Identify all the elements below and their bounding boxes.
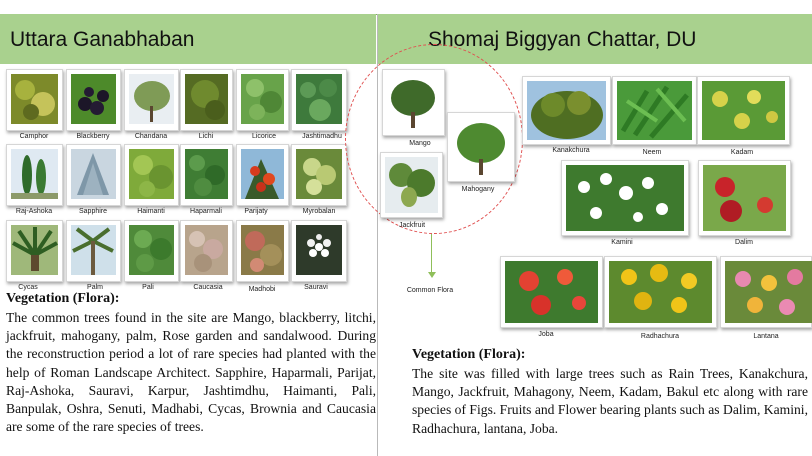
photo-sauravi bbox=[291, 220, 347, 282]
photo-pali bbox=[124, 220, 179, 282]
common-flora-arrow bbox=[431, 234, 432, 274]
photo-radhachura bbox=[604, 256, 717, 328]
caption-radhachura: Radhachura bbox=[640, 333, 680, 340]
right-vegetation-text: The site was filled with large trees such as Rain Trees, Kanakchura, Mango, Jackfruit, Mahagony, Neem, Kadam, Bakul etc along with rare species of Figs. Fruits and Flower bearing plants such as Dalim, Kamini, Radhachura, lantana, Joba. bbox=[412, 366, 808, 436]
caption-pali: Pali bbox=[142, 284, 154, 291]
photo-licorice bbox=[236, 69, 289, 131]
caption-madhobi: Madhobi bbox=[248, 286, 276, 293]
right-vegetation-title: Vegetation (Flora): bbox=[412, 347, 526, 362]
left-header-title: Uttara Ganabhaban bbox=[10, 28, 195, 51]
caption-raj-ashoka: Raj-Ashoka bbox=[15, 208, 53, 215]
photo-mahogany bbox=[447, 112, 515, 182]
caption-dalim: Dalim bbox=[735, 239, 753, 246]
photo-lantana bbox=[720, 256, 812, 328]
photo-mango bbox=[382, 69, 445, 136]
photo-haparmali bbox=[180, 144, 233, 206]
caption-licorice: Licorice bbox=[251, 133, 277, 140]
photo-haimanti bbox=[124, 144, 179, 206]
photo-joba bbox=[500, 256, 603, 328]
photo-parijaty bbox=[236, 144, 289, 206]
left-vegetation-title: Vegetation (Flora): bbox=[6, 291, 120, 306]
photo-camphor bbox=[6, 69, 63, 131]
caption-joba: Joba bbox=[538, 331, 554, 338]
left-vegetation-text: The common trees found in the site are Mango, blackberry, litchi, jackfruit, mahogany, palm, Rose garden and sandalwood. During the reconstruction period a lot of rare species had planted with the help of Roman Landscape Architect. Sapphire, Haparmali, Parijat, Raj-Ashoka, Sauravi, Karpur, Jashtimdhu, Haimanti, Pali, Banpulak, Oshra, Senuti, Madhabi, Cycas, Brownia and Caucasia are some of the rare species of trees. bbox=[6, 310, 376, 435]
photo-jackfruit bbox=[380, 152, 443, 218]
photo-chandana bbox=[124, 69, 179, 131]
caption-lichi: Lichi bbox=[198, 133, 214, 140]
caption-parijaty: Parijaty bbox=[244, 208, 268, 215]
caption-sapphire: Sapphire bbox=[78, 208, 108, 215]
caption-jackfruit: Jackfruit bbox=[398, 222, 426, 229]
photo-caucasia bbox=[180, 220, 233, 282]
caption-jashtimadhu: Jashtimadhu bbox=[302, 133, 342, 140]
photo-raj-ashoka bbox=[6, 144, 63, 206]
caption-cycas: Cycas bbox=[18, 284, 38, 291]
common-flora-label: Common Flora bbox=[406, 287, 454, 294]
photo-kadam bbox=[697, 76, 790, 145]
right-header-title: Shomaj Biggyan Chattar, DU bbox=[428, 28, 697, 51]
caption-haimanti: Haimanti bbox=[137, 208, 165, 215]
caption-sauravi: Sauravi bbox=[304, 284, 328, 291]
photo-cycas bbox=[6, 220, 63, 282]
photo-myrobalan bbox=[291, 144, 347, 206]
photo-dalim bbox=[698, 160, 791, 236]
photo-jashtimadhu bbox=[291, 69, 347, 131]
caption-caucasia: Caucasia bbox=[193, 284, 223, 291]
photo-madhobi bbox=[236, 220, 289, 282]
caption-kanakchura: Kanakchura bbox=[552, 147, 590, 154]
caption-kamini: Kamini bbox=[611, 239, 633, 246]
caption-mahogany: Mahogany bbox=[461, 186, 495, 193]
caption-blackberry: Blackberry bbox=[76, 133, 110, 140]
photo-kamini bbox=[561, 160, 689, 236]
caption-chandana: Chandana bbox=[134, 133, 168, 140]
caption-mango: Mango bbox=[409, 140, 431, 147]
caption-kadam: Kadam bbox=[730, 149, 754, 156]
photo-kanakchura bbox=[522, 76, 611, 145]
caption-haparmali: Haparmali bbox=[190, 208, 222, 215]
photo-blackberry bbox=[66, 69, 121, 131]
caption-camphor: Camphor bbox=[19, 133, 49, 140]
common-flora-arrow-head bbox=[428, 272, 436, 278]
caption-myrobalan: Myrobalan bbox=[302, 208, 336, 215]
photo-neem bbox=[612, 76, 697, 145]
photo-palm bbox=[66, 220, 121, 282]
photo-lichi bbox=[180, 69, 233, 131]
left-header bbox=[0, 14, 376, 64]
photo-sapphire bbox=[66, 144, 121, 206]
caption-lantana: Lantana bbox=[753, 333, 779, 340]
caption-neem: Neem bbox=[642, 149, 662, 156]
caption-palm: Palm bbox=[87, 284, 103, 291]
